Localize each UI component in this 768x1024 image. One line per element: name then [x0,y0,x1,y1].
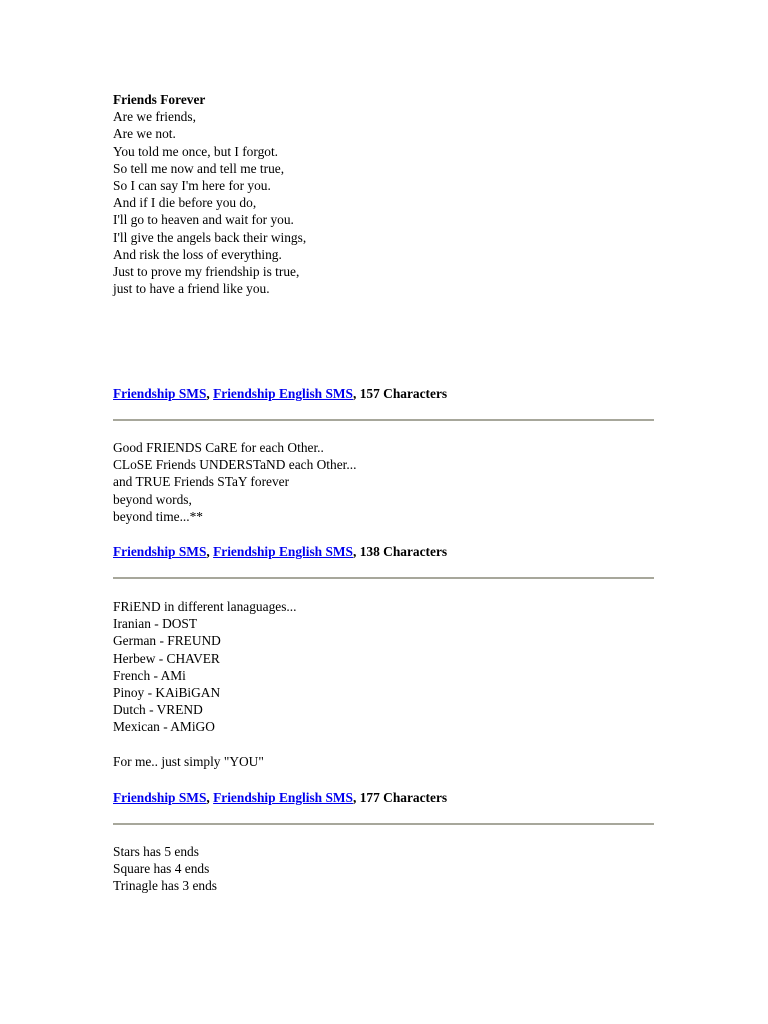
meta-separator: , [206,790,214,805]
category-link-friendship-english-sms[interactable]: Friendship English SMS [213,544,354,559]
category-link-friendship-sms[interactable]: Friendship SMS [113,544,207,559]
poem-line: Are we not. [113,126,176,142]
message-line: CLoSE Friends UNDERSTaND each Other... [113,457,357,473]
sms-meta-line [113,543,447,560]
message-line [113,736,673,753]
poem-line: just to have a friend like you. [113,281,270,297]
sms-message [113,843,673,895]
poem-line: And if I die before you do, [113,195,257,211]
sms-message [113,439,673,525]
message-line: Square has 4 ends [113,861,210,877]
character-count: 177 Characters [359,790,448,805]
message-line: Pinoy - KAiBiGAN [113,685,221,701]
message-line: Trinagle has 3 ends [113,878,218,894]
message-line: Dutch - VREND [113,702,203,718]
message-line: and TRUE Friends STaY forever [113,474,290,490]
poem-block [113,91,673,297]
poem-line: I'll give the angels back their wings, [113,229,307,245]
message-line: Good FRIENDS CaRE for each Other.. [113,440,324,455]
poem-line: You told me once, but I forgot. [113,143,279,159]
message-line: beyond time...** [113,508,204,524]
message-line: Mexican - AMiGO [113,719,215,735]
poem-line: So I can say I'm here for you. [113,178,271,194]
message-line: Stars has 5 ends [113,844,199,859]
sms-meta-line [113,789,447,806]
category-link-friendship-english-sms[interactable]: Friendship English SMS [213,386,354,401]
message-line: Iranian - DOST [113,616,198,632]
message-line: beyond words, [113,491,192,507]
poem-line: And risk the loss of everything. [113,246,282,262]
sms-message [113,598,673,770]
category-link-friendship-sms[interactable]: Friendship SMS [113,386,207,401]
category-link-friendship-sms[interactable]: Friendship SMS [113,790,207,805]
poem-line: Just to prove my friendship is true, [113,264,300,280]
message-line: For me.. just simply "YOU" [113,753,264,769]
category-link-friendship-english-sms[interactable]: Friendship English SMS [213,790,354,805]
poem-line: So tell me now and tell me true, [113,160,285,176]
divider [113,419,654,421]
meta-separator: , [353,386,360,401]
divider [113,823,654,825]
poem-title: Friends Forever [113,92,206,107]
character-count: 138 Characters [359,544,448,559]
divider [113,577,654,579]
meta-separator: , [353,790,360,805]
meta-separator: , [206,386,214,401]
sms-meta-line [113,385,447,402]
message-line: FRiEND in different lanaguages... [113,599,297,614]
message-line: French - AMi [113,667,186,683]
poem-line: I'll go to heaven and wait for you. [113,212,294,228]
meta-separator: , [353,544,360,559]
message-line: German - FREUND [113,633,221,649]
message-line: Herbew - CHAVER [113,650,220,666]
meta-separator: , [206,544,214,559]
poem-line: Are we friends, [113,109,196,125]
character-count: 157 Characters [359,386,448,401]
